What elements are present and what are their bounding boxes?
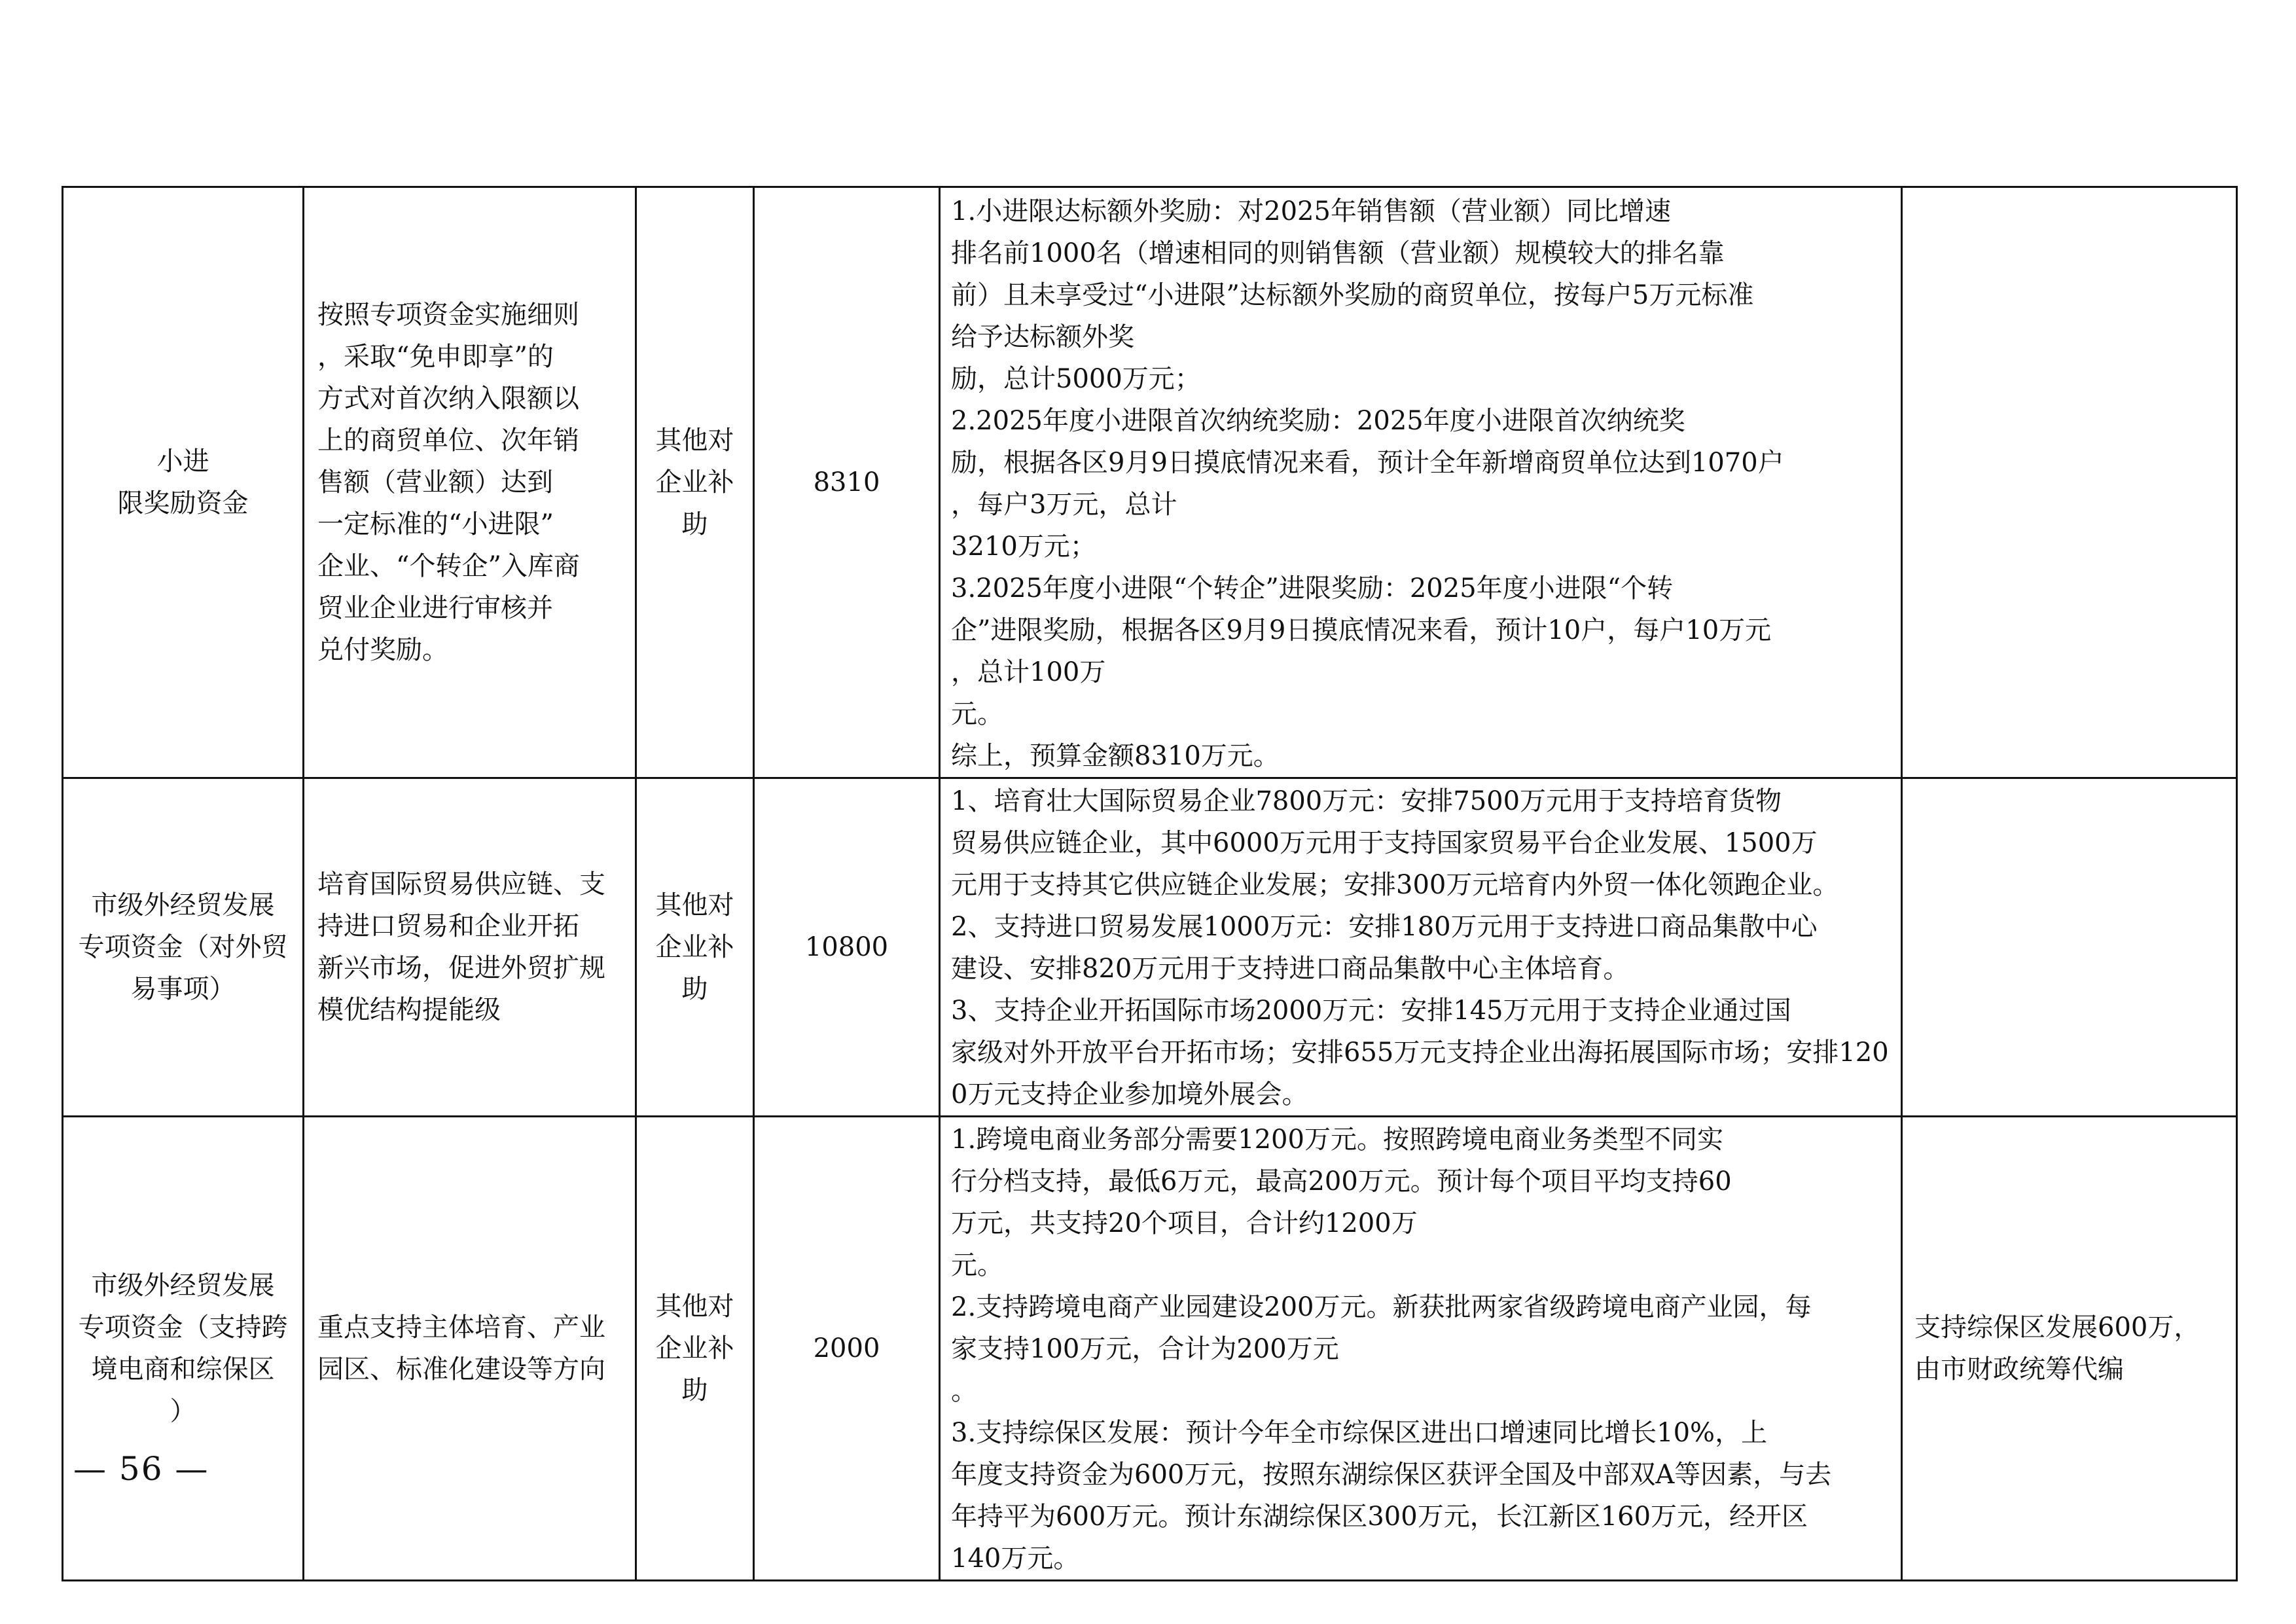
detail-item: 1.跨境电商业务部分需要1200万元。按照跨境电商业务类型不同实 行分档支持，最低6万元，最高200万元。预计每个项目平均支持60 万元，共支持20个项目，合计约1200万 元。 <box>951 1125 1732 1280</box>
detail-item: 3、支持企业开拓国际市场2000万元：安排145万元用于支持企业通过国 家级对外开放平台开拓市场；安排655万元支持企业出海拓展国际市场；安排120 0万元支持企业参加境外展会。 <box>951 996 1889 1110</box>
detail-cell <box>940 778 1902 1117</box>
page-number: — 56 — <box>73 1450 209 1488</box>
note-cell <box>1902 778 2237 1117</box>
table-row <box>63 778 2237 1117</box>
budget-table <box>62 186 2238 1581</box>
basis-cell: 重点支持主体培育、产业 园区、标准化建设等方向 <box>304 1117 636 1581</box>
detail-item: 3.支持综保区发展：预计今年全市综保区进出口增速同比增长10%，上 年度支持资金为600万元，按照东湖综保区获评全国及中部双A等因素，与去 年持平为600万元。预计东湖综保区300万元，长江新区160万元，经开区 140万元。 <box>951 1418 1832 1574</box>
project-name-cell: 市级外经贸发展 专项资金（对外贸 易事项） <box>63 778 304 1117</box>
subsidy-type-cell: 其他对 企业补 助 <box>636 187 754 778</box>
project-name-cell: 市级外经贸发展 专项资金（支持跨 境电商和综保区 ） <box>63 1117 304 1581</box>
detail-cell <box>940 187 1902 778</box>
amount-cell: 10800 <box>754 778 940 1117</box>
table-row <box>63 1117 2237 1581</box>
subsidy-type-cell: 其他对 企业补 助 <box>636 778 754 1117</box>
detail-item: 1.小进限达标额外奖励：对2025年销售额（营业额）同比增速 排名前1000名（增速相同的则销售额（营业额）规模较大的排名靠 前）且未享受过“小进限”达标额外奖励的商贸单位，按每户5万元标准 给予达标额外奖 励，总计5000万元； <box>951 196 1754 394</box>
detail-item: 2.支持跨境电商产业园建设200万元。新获批两家省级跨境电商产业园，每 家支持100万元，合计为200万元 。 <box>951 1292 1812 1406</box>
detail-item: 综上，预算金额8310万元。 <box>951 741 1280 771</box>
detail-cell <box>940 1117 1902 1581</box>
table-row <box>63 187 2237 778</box>
note-cell <box>1902 187 2237 778</box>
detail-item: 1、培育壮大国际贸易企业7800万元：安排7500万元用于支持培育货物 贸易供应链企业，其中6000万元用于支持国家贸易平台企业发展、1500万 元用于支持其它供应链企业发展；安排300万元培育内外贸一体化领跑企业。 <box>951 786 1839 900</box>
amount-cell: 2000 <box>754 1117 940 1581</box>
basis-cell: 培育国际贸易供应链、支 持进口贸易和企业开拓 新兴市场，促进外贸扩规 模优结构提能级 <box>304 778 636 1117</box>
detail-item: 3.2025年度小进限“个转企”进限奖励：2025年度小进限“个转 企”进限奖励，根据各区9月9日摸底情况来看，预计10户，每户10万元 ，总计100万 元。 <box>951 573 1772 729</box>
project-name-cell: 小进 限奖励资金 <box>63 187 304 778</box>
note-cell: 支持综保区发展600万， 由市财政统筹代编 <box>1902 1117 2237 1581</box>
basis-cell: 按照专项资金实施细则 ，采取“免申即享”的 方式对首次纳入限额以 上的商贸单位、次年销 售额（营业额）达到 一定标准的“小进限” 企业、“个转企”入库商 贸业企业进行审核并 兑付奖励。 <box>304 187 636 778</box>
amount-cell: 8310 <box>754 187 940 778</box>
subsidy-type-cell: 其他对 企业补 助 <box>636 1117 754 1581</box>
detail-item: 2.2025年度小进限首次纳统奖励：2025年度小进限首次纳统奖 励，根据各区9月9日摸底情况来看，预计全年新增商贸单位达到1070户 ，每户3万元，总计 3210万元； <box>951 406 1784 562</box>
detail-item: 2、支持进口贸易发展1000万元：安排180万元用于支持进口商品集散中心 建设、安排820万元用于支持进口商品集散中心主体培育。 <box>951 912 1818 984</box>
